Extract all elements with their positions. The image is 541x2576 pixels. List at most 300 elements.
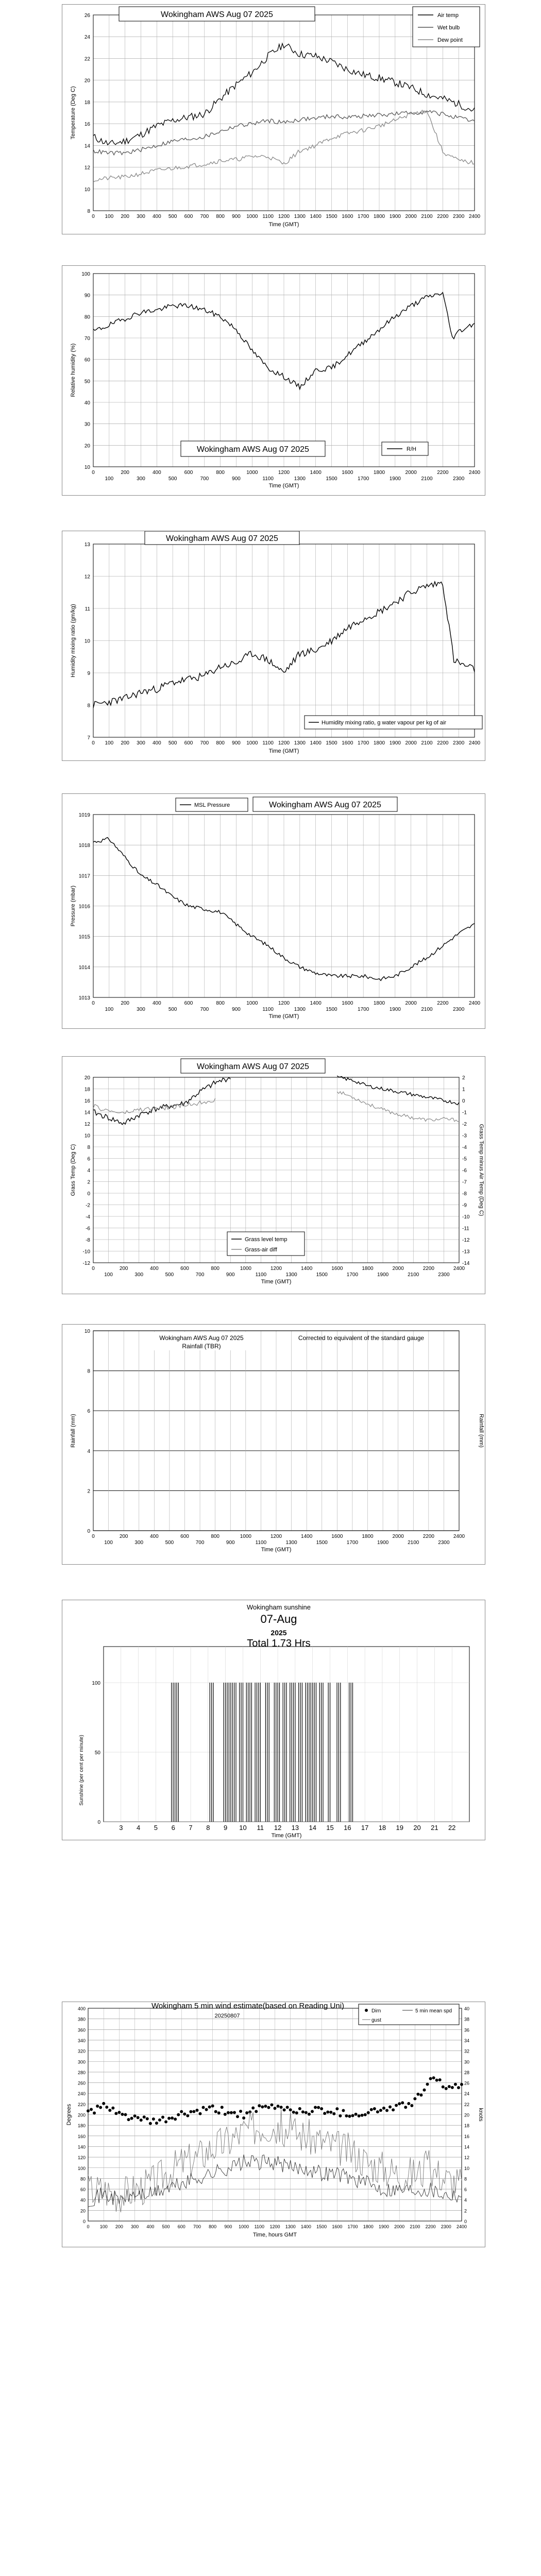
y-tick-label: 13 <box>84 542 90 548</box>
wind-direction-point <box>186 2114 189 2117</box>
x-tick-label: 1100 <box>254 2224 264 2229</box>
x-tick-label: 2000 <box>392 1266 404 1272</box>
wind-direction-point <box>407 2102 410 2105</box>
y-tick-label: 22 <box>84 56 90 62</box>
series-line-grass-level-temp <box>93 1078 230 1125</box>
mixing-ratio-chart <box>62 531 485 761</box>
x-tick-label: 500 <box>168 1007 177 1012</box>
y-tick-label: 20 <box>84 443 90 449</box>
chart-date: 07-Aug <box>260 1613 297 1625</box>
x-tick-label: 1700 <box>358 740 369 746</box>
y2-axis-label: Rainfall (mm) <box>478 1414 484 1448</box>
mixing-ratio-chart-svg <box>62 531 485 760</box>
x-tick-label: 700 <box>200 1007 209 1012</box>
x-tick-label: 2200 <box>437 214 449 219</box>
wind-direction-point <box>230 2111 233 2114</box>
y-tick-label: 11 <box>84 606 90 612</box>
x-tick-label: 1000 <box>240 1534 251 1539</box>
x-tick-label: 200 <box>121 740 130 746</box>
y-tick-label: 100 <box>77 2165 86 2171</box>
x-tick-label: 2200 <box>422 1266 434 1272</box>
y-tick-label: 80 <box>80 2176 86 2182</box>
chart-title: Wokingham AWS Aug 07 2025 <box>161 10 273 19</box>
wind-direction-point <box>448 2085 451 2088</box>
wind-direction-point <box>332 2112 335 2115</box>
x-tick-label: 1600 <box>342 214 353 219</box>
y2-tick-label: -13 <box>462 1249 470 1255</box>
x-tick-label: 1100 <box>262 1007 274 1012</box>
wind-direction-point <box>233 2111 236 2114</box>
x-tick-label: 1400 <box>301 1266 313 1272</box>
x-tick-label: 1600 <box>332 2224 343 2229</box>
y2-tick-label: 14 <box>464 2144 470 2150</box>
humidity-chart-svg <box>62 266 485 495</box>
wind-direction-point <box>183 2112 186 2115</box>
x-tick-label: 2000 <box>392 1534 404 1539</box>
y-tick-label: 8 <box>87 1145 90 1150</box>
wind-direction-point <box>274 2107 277 2110</box>
wind-direction-point <box>323 2112 326 2115</box>
x-tick-label: 2200 <box>437 740 449 746</box>
y-axis-label: Grass Temp (Deg C) <box>70 1144 76 1196</box>
y2-tick-label: 32 <box>464 2048 470 2054</box>
wind-direction-point <box>192 2110 195 2113</box>
y-tick-label: 340 <box>77 2038 86 2043</box>
wind-chart-svg <box>62 2002 485 2247</box>
wind-direction-point <box>382 2107 385 2110</box>
x-tick-label: 200 <box>121 470 130 476</box>
y2-tick-label: 22 <box>464 2102 470 2107</box>
wind-direction-point <box>117 2111 121 2114</box>
x-tick-label: 1600 <box>342 1001 353 1006</box>
y-tick-label: 18 <box>84 99 90 106</box>
x-tick-label: 1000 <box>246 740 258 746</box>
y2-tick-label: 38 <box>464 2016 470 2022</box>
x-tick-label: 1400 <box>310 1001 322 1006</box>
wind-direction-point <box>454 2083 457 2086</box>
wind-direction-point <box>111 2107 114 2110</box>
x-tick-label: 1800 <box>373 470 385 476</box>
y2-tick-label: 0 <box>462 1098 465 1104</box>
x-tick-label: 2400 <box>468 740 481 746</box>
wind-direction-point <box>392 2108 395 2111</box>
x-tick-label: 0 <box>92 1266 95 1272</box>
x-tick-label: 1200 <box>278 470 290 476</box>
y-tick-label: 1019 <box>78 812 90 818</box>
wind-direction-point <box>133 2114 137 2117</box>
wind-direction-point <box>410 2104 413 2107</box>
x-tick-label: 1900 <box>389 214 401 219</box>
x-tick-label: 21 <box>431 1824 438 1832</box>
y2-tick-label: 6 <box>464 2187 467 2193</box>
y-tick-label: 16 <box>84 122 90 128</box>
y2-tick-label: 30 <box>464 2059 470 2065</box>
x-tick-label: 700 <box>200 214 209 219</box>
legend-label: 5 min mean spd <box>415 2008 452 2014</box>
y-tick-label: 200 <box>77 2112 86 2118</box>
y2-tick-label: -7 <box>462 1179 467 1185</box>
wind-direction-point <box>385 2109 388 2112</box>
x-tick-label: 400 <box>152 740 161 746</box>
y-axis-label: Pressure (mbar) <box>70 885 76 927</box>
x-tick-label: 1600 <box>331 1534 343 1539</box>
y-tick-label: 2 <box>87 1179 90 1185</box>
x-tick-label: 12 <box>274 1824 282 1832</box>
wind-direction-point <box>87 2109 90 2112</box>
x-tick-label: 200 <box>119 1266 128 1272</box>
x-tick-label: 900 <box>224 2224 232 2229</box>
y-tick-label: 24 <box>84 35 90 41</box>
x-tick-label: 1300 <box>294 740 306 746</box>
x-tick-label: 1100 <box>262 740 274 746</box>
x-tick-label: 1500 <box>326 1007 337 1012</box>
y2-tick-label: -14 <box>462 1261 470 1266</box>
wind-direction-point <box>335 2107 339 2110</box>
y2-tick-label: 18 <box>464 2123 470 2129</box>
y2-tick-label: 8 <box>464 2176 467 2182</box>
y-tick-label: 20 <box>84 78 90 84</box>
x-tick-label: 700 <box>195 1272 205 1278</box>
x-tick-label: 1300 <box>294 1007 306 1012</box>
x-tick-label: 200 <box>119 1534 128 1539</box>
x-tick-label: 2100 <box>421 740 433 746</box>
x-tick-label: 5 <box>154 1824 158 1832</box>
y2-tick-label: 12 <box>464 2155 470 2161</box>
y-tick-label: 100 <box>92 1681 100 1686</box>
y-tick-label: 18 <box>84 1087 90 1093</box>
wind-direction-point <box>361 2114 364 2117</box>
x-tick-label: 2300 <box>438 1272 450 1278</box>
y-tick-label: 7 <box>87 735 90 741</box>
x-tick-label: 2000 <box>405 470 417 476</box>
x-tick-label: 700 <box>200 476 209 482</box>
x-tick-label: 1900 <box>389 740 401 746</box>
x-tick-label: 9 <box>224 1824 228 1832</box>
x-tick-label: 1800 <box>373 214 385 219</box>
x-tick-label: 1000 <box>239 2224 249 2229</box>
y-tick-label: 30 <box>84 421 90 428</box>
chart-total: Total 1.73 Hrs <box>247 1638 311 1649</box>
wind-direction-point <box>202 2106 205 2109</box>
x-tick-label: 0 <box>92 214 95 219</box>
x-tick-label: 300 <box>137 1007 145 1012</box>
y-tick-label: 70 <box>84 336 90 342</box>
y2-tick-label: 4 <box>464 2197 467 2203</box>
x-tick-label: 1100 <box>255 1272 267 1278</box>
x-tick-label: 1200 <box>270 1534 282 1539</box>
x-tick-label: 14 <box>309 1824 316 1832</box>
wind-direction-point <box>379 2109 382 2112</box>
y-tick-label: 14 <box>84 143 90 149</box>
y-tick-label: 14 <box>84 1110 90 1116</box>
legend-label: Dirn <box>371 2008 381 2014</box>
x-tick-label: 1700 <box>358 214 369 219</box>
wind-direction-point <box>314 2106 317 2109</box>
y2-tick-label: -3 <box>462 1133 467 1139</box>
wind-direction-point <box>96 2105 99 2108</box>
x-tick-label: 900 <box>232 1007 241 1012</box>
x-tick-label: 1300 <box>285 1272 297 1278</box>
y-tick-label: 0 <box>87 1529 90 1534</box>
y-tick-label: 1014 <box>78 964 90 971</box>
x-tick-label: 900 <box>232 214 241 219</box>
x-tick-label: 2200 <box>425 2224 436 2229</box>
x-tick-label: 500 <box>162 2224 170 2229</box>
y-tick-label: 50 <box>94 1750 100 1756</box>
chart-title: Wokingham 5 min wind estimate(based on Reading Uni) <box>151 2002 345 2010</box>
x-tick-label: 1700 <box>347 2224 358 2229</box>
sunshine-chart-svg <box>62 1600 485 1840</box>
wind-direction-point <box>221 2106 224 2109</box>
x-tick-label: 400 <box>152 470 161 476</box>
x-tick-label: 900 <box>232 476 241 482</box>
legend-label: Grass-air diff <box>245 1247 277 1253</box>
x-axis-label: Time (GMT) <box>268 222 299 228</box>
wind-direction-point <box>342 2109 345 2112</box>
y-tick-label: 60 <box>80 2187 86 2193</box>
y2-tick-label: 2 <box>464 2208 467 2214</box>
y-tick-label: 10 <box>84 1329 90 1334</box>
x-tick-label: 2400 <box>468 214 481 219</box>
x-tick-label: 400 <box>149 1534 159 1539</box>
y-axis-label: Humidity mixing ratio (gm/kg) <box>70 604 76 677</box>
wind-direction-point <box>93 2111 96 2114</box>
wind-direction-point <box>289 2108 292 2111</box>
y-tick-label: 20 <box>84 1075 90 1081</box>
x-tick-label: 1000 <box>240 1266 251 1272</box>
wind-direction-point <box>305 2111 308 2114</box>
wind-direction-point <box>308 2113 311 2116</box>
wind-direction-point <box>227 2111 230 2114</box>
y-tick-label: 60 <box>84 357 90 363</box>
wind-direction-point <box>311 2110 314 2113</box>
x-tick-label: 700 <box>195 1540 205 1546</box>
wind-direction-point <box>404 2106 407 2109</box>
x-tick-label: 200 <box>121 214 130 219</box>
wind-direction-point <box>345 2114 348 2117</box>
chart-title: Wokingham AWS Aug 07 2025 <box>197 445 309 454</box>
x-tick-label: 1000 <box>246 214 258 219</box>
y-tick-label: 140 <box>77 2144 86 2150</box>
x-tick-label: 1500 <box>326 214 337 219</box>
x-tick-label: 18 <box>378 1824 386 1832</box>
wind-direction-point <box>286 2106 289 2109</box>
y-tick-label: 10 <box>84 465 90 470</box>
x-tick-label: 1300 <box>285 2224 296 2229</box>
wind-direction-point <box>376 2110 379 2113</box>
y-tick-label: 360 <box>77 2027 86 2033</box>
wind-direction-point <box>149 2122 152 2125</box>
x-tick-label: 300 <box>137 476 145 482</box>
x-tick-label: 15 <box>326 1824 334 1832</box>
x-axis-label: Time (GMT) <box>268 748 299 754</box>
x-tick-label: 600 <box>184 214 193 219</box>
x-tick-label: 0 <box>92 1534 95 1539</box>
y-tick-label: 26 <box>84 13 90 19</box>
wind-direction-point <box>373 2107 376 2110</box>
pressure-chart-svg <box>62 794 485 1028</box>
y-tick-label: 6 <box>87 1409 90 1415</box>
x-tick-label: 1000 <box>246 1001 258 1006</box>
wind-direction-point <box>99 2106 102 2109</box>
y-tick-label: -2 <box>86 1202 90 1209</box>
y-tick-label: 260 <box>77 2080 86 2086</box>
x-axis-label: Time (GMT) <box>261 1547 292 1553</box>
y-tick-label: 90 <box>84 293 90 299</box>
wind-direction-point <box>395 2104 398 2107</box>
x-tick-label: 1900 <box>389 1007 401 1012</box>
chart-title: Wokingham AWS Aug 07 2025 <box>269 801 381 809</box>
y-tick-label: 300 <box>77 2059 86 2065</box>
x-tick-label: 2400 <box>468 470 481 476</box>
y-tick-label: 8 <box>87 1368 90 1375</box>
x-tick-label: 2100 <box>421 214 433 219</box>
wind-direction-point <box>429 2077 432 2080</box>
y2-tick-label: 10 <box>464 2165 470 2171</box>
wind-direction-point <box>438 2078 442 2081</box>
legend-label: R/H <box>407 446 416 452</box>
wind-direction-point <box>264 2105 267 2108</box>
wind-direction-point <box>140 2119 143 2122</box>
y-axis-label: Degrees <box>66 2104 72 2126</box>
x-axis-label: Time (GMT) <box>261 1279 292 1285</box>
x-tick-label: 400 <box>152 214 161 219</box>
rainfall-chart <box>62 1324 485 1565</box>
x-tick-label: 1300 <box>294 476 306 482</box>
wind-direction-point <box>435 2079 438 2082</box>
wind-direction-point <box>295 2111 298 2114</box>
x-tick-label: 1800 <box>363 2224 374 2229</box>
x-tick-label: 2400 <box>453 1534 465 1539</box>
wind-direction-point <box>364 2113 367 2116</box>
y-tick-label: 4 <box>87 1448 90 1454</box>
x-tick-label: 1200 <box>269 2224 280 2229</box>
wind-direction-point <box>416 2093 419 2096</box>
y-tick-label: 0 <box>97 1820 100 1825</box>
wind-direction-point <box>174 2117 177 2121</box>
x-tick-label: 1600 <box>331 1266 343 1272</box>
y-tick-label: 12 <box>84 1122 90 1127</box>
x-axis-label: Time, hours GMT <box>252 2232 297 2238</box>
x-tick-label: 17 <box>361 1824 369 1832</box>
x-tick-label: 800 <box>209 2224 217 2229</box>
y-tick-label: 1018 <box>78 843 90 849</box>
wind-direction-point <box>158 2119 161 2122</box>
wind-direction-point <box>292 2111 295 2114</box>
x-tick-label: 2100 <box>408 1540 419 1546</box>
x-tick-label: 20 <box>413 1824 421 1832</box>
wind-direction-point <box>236 2115 239 2118</box>
wind-direction-point <box>143 2115 146 2119</box>
y-tick-label: 20 <box>80 2208 86 2214</box>
y2-axis-label: knots <box>478 2108 484 2122</box>
y-tick-label: 0 <box>87 1191 90 1197</box>
x-tick-label: 600 <box>180 1266 189 1272</box>
y-tick-label: 12 <box>84 574 90 580</box>
y2-tick-label: 0 <box>464 2219 467 2224</box>
x-tick-label: 2300 <box>453 476 465 482</box>
x-tick-label: 1100 <box>262 214 274 219</box>
chart-title: Wokingham sunshine <box>246 1603 311 1611</box>
x-tick-label: 2200 <box>422 1534 434 1539</box>
wind-direction-point <box>161 2115 164 2119</box>
x-axis-label: Time (GMT) <box>268 1013 299 1020</box>
x-tick-label: 1100 <box>255 1540 267 1546</box>
y-axis-label: Rainfall (mm) <box>70 1414 76 1448</box>
x-tick-label: 1900 <box>377 1540 389 1546</box>
chart-title: Wokingham AWS Aug 07 2025 <box>166 534 278 543</box>
y2-tick-label: -9 <box>462 1202 467 1209</box>
wind-direction-point <box>205 2108 208 2111</box>
x-tick-label: 100 <box>105 740 114 746</box>
y-tick-label: -10 <box>82 1249 90 1255</box>
x-axis-label: Time (GMT) <box>271 1833 302 1839</box>
y-tick-label: 160 <box>77 2133 86 2139</box>
x-tick-label: 13 <box>291 1824 299 1832</box>
wind-direction-point <box>348 2115 351 2118</box>
y2-tick-label: 36 <box>464 2027 470 2033</box>
x-tick-label: 10 <box>239 1824 247 1832</box>
x-tick-label: 600 <box>177 2224 185 2229</box>
y2-tick-label: -2 <box>462 1122 467 1127</box>
y-tick-label: 380 <box>77 2016 86 2022</box>
y-tick-label: 0 <box>82 2219 86 2224</box>
y-tick-label: 2 <box>87 1488 90 1495</box>
y-tick-label: 16 <box>84 1098 90 1104</box>
y-tick-label: 10 <box>84 1133 90 1139</box>
x-tick-label: 300 <box>137 740 145 746</box>
wind-direction-point <box>442 2086 445 2089</box>
x-tick-label: 500 <box>168 740 177 746</box>
grass-temp-chart-svg <box>62 1057 485 1294</box>
x-tick-label: 0 <box>92 470 95 476</box>
x-tick-label: 1400 <box>310 470 322 476</box>
wind-direction-point <box>445 2087 448 2090</box>
x-tick-label: 900 <box>226 1272 235 1278</box>
wind-direction-point <box>283 2108 286 2111</box>
wind-direction-point <box>451 2086 454 2089</box>
wind-direction-point <box>211 2105 214 2108</box>
sunshine-chart <box>62 1600 485 1840</box>
y-tick-label: 1013 <box>78 995 90 1001</box>
wind-direction-point <box>108 2109 111 2112</box>
x-tick-label: 1600 <box>342 470 353 476</box>
y-tick-label: -6 <box>86 1226 90 1232</box>
wind-direction-point <box>195 2109 198 2112</box>
x-tick-label: 400 <box>149 1266 159 1272</box>
x-tick-label: 1900 <box>377 1272 389 1278</box>
x-tick-label: 700 <box>193 2224 201 2229</box>
x-tick-label: 1500 <box>316 1540 328 1546</box>
wind-direction-point <box>457 2086 460 2089</box>
x-tick-label: 7 <box>189 1824 193 1832</box>
x-axis-label: Time (GMT) <box>268 483 299 489</box>
x-tick-label: 2300 <box>453 214 465 219</box>
y-tick-label: 9 <box>87 671 90 676</box>
x-tick-label: 800 <box>211 1534 220 1539</box>
x-tick-label: 800 <box>216 740 225 746</box>
y2-tick-label: -4 <box>462 1145 467 1150</box>
wind-direction-point <box>199 2112 202 2115</box>
wind-direction-point <box>152 2117 155 2121</box>
wind-direction-point <box>398 2102 401 2105</box>
chart-title: Wokingham AWS Aug 07 2025 <box>197 1062 309 1071</box>
y2-tick-label: 24 <box>464 2091 470 2097</box>
x-tick-label: 1400 <box>301 1534 313 1539</box>
x-tick-label: 1800 <box>362 1266 374 1272</box>
y-tick-label: 80 <box>84 314 90 320</box>
y-tick-label: 1015 <box>78 934 90 940</box>
